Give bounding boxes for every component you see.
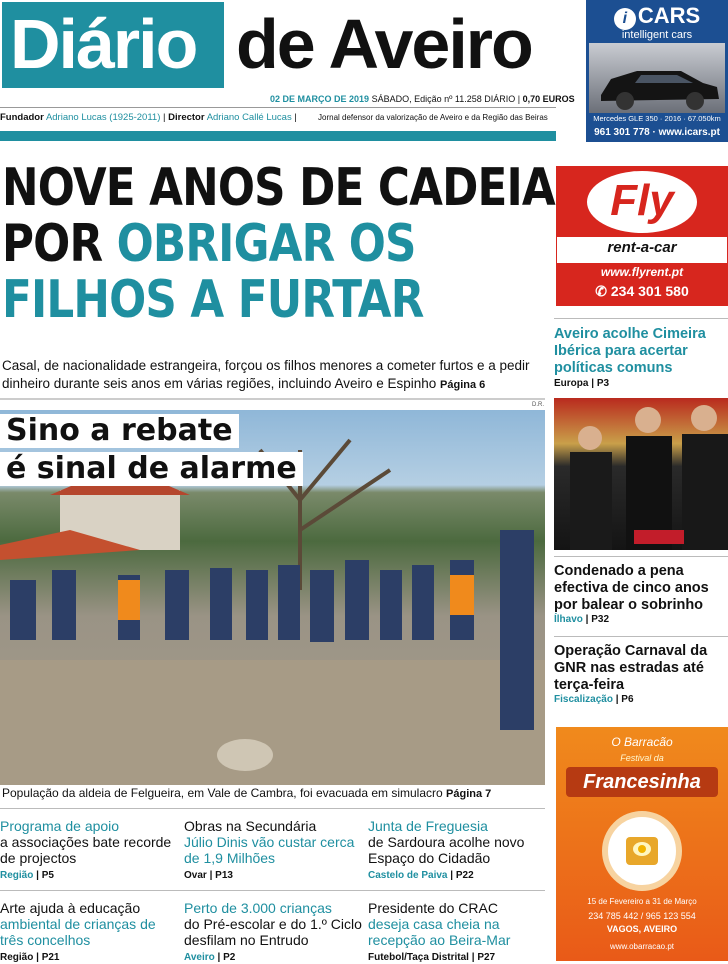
divider	[554, 636, 728, 637]
headline-line3: FILHOS A FURTAR	[2, 270, 424, 330]
tagline: Jornal defensor da valorização de Aveiro e da Região das Beiras	[318, 113, 548, 122]
fly-phone: 234 301 580	[610, 283, 689, 299]
headline-line2-a: POR	[2, 214, 117, 274]
divider	[554, 318, 728, 319]
issue-date: 02 DE MARÇO DE 2019	[270, 94, 370, 104]
story-condenado-title[interactable]: Condenado a pena efectiva de cinco anos por balear o sobrinho	[554, 563, 709, 613]
section-name: Ílhavo	[554, 614, 583, 625]
brief-section: Ovar | P13	[184, 870, 233, 881]
section-name: Ovar	[184, 870, 207, 881]
brief-teal: Junta de Freguesia	[368, 818, 488, 834]
masthead-title-aveiro: de Aveiro	[236, 5, 532, 83]
brief-section: Região | P5	[0, 870, 54, 881]
fly-contact	[557, 263, 727, 305]
story-carnaval-section: Fiscalização | P6	[554, 694, 634, 705]
dateline: 02 DE MARÇO DE 2019 SÁBADO, Edição nº 11.258 DIÁRIO | 0,70 EUROS	[270, 94, 575, 104]
headline-line2	[2, 216, 460, 272]
fran-phone: 234 785 442 / 965 123 554	[588, 911, 696, 921]
headline-line2-b: OBRIGAR OS	[116, 214, 416, 274]
founder-label: Fundador	[0, 112, 44, 123]
icars-contact: 961 301 778 · www.icars.pt	[594, 127, 720, 138]
fly-rent-ad[interactable]	[556, 166, 728, 306]
icars-i-icon: i	[614, 8, 636, 30]
photo-title-line1[interactable]: Sino a rebate	[0, 414, 239, 448]
section-page: P6	[621, 694, 634, 705]
fly-phone-line	[557, 283, 727, 300]
fran-location: VAGOS, AVEIRO	[606, 924, 678, 934]
section-name: Região	[0, 952, 34, 963]
fran-brand: O Barracão	[611, 735, 673, 749]
fran-dates: 15 de Fevereiro a 31 de Março	[587, 897, 697, 906]
masthead-title-diario: Diário	[10, 5, 197, 83]
phone-icon: ✆	[595, 283, 611, 299]
section-page: P13	[215, 870, 233, 881]
staff-line: Fundador Adriano Lucas (1925-2011) | Director Adriano Callé Lucas |	[0, 112, 297, 123]
brief-section: Castelo de Paiva | P22	[368, 870, 474, 881]
brief-teal: ambiental de crianças de três concelhos	[0, 916, 156, 948]
brief-text: a associações bate recorde de projectos	[0, 834, 172, 866]
caption-page: Página 7	[446, 788, 492, 800]
brief-text: do Pré-escolar e do 1.º Ciclo desfilam no Entrudo	[184, 916, 362, 948]
founder-name: Adriano Lucas (1925-2011)	[45, 112, 161, 123]
brief-section: Região | P21	[0, 952, 60, 963]
section-page: P27	[477, 952, 496, 963]
fly-tagline: rent-a-car	[607, 239, 677, 256]
headline-lead	[2, 357, 547, 394]
car-icon	[589, 43, 725, 113]
lead-text: Casal, de nacionalidade estrangeira, forçou os filhos menores a cometer furtos e a pedir dinheiro durante seis anos em várias regiões, incluindo Aveiro e Espinho	[2, 358, 530, 391]
divider	[0, 398, 545, 400]
brief-text: Obras na Secundária	[184, 818, 317, 834]
photo-caption	[2, 786, 491, 800]
section-name: Fiscalização	[554, 694, 613, 705]
brief-5[interactable]	[184, 900, 362, 964]
price: 0,70 EUROS	[522, 94, 575, 104]
director-label: Director	[168, 112, 205, 123]
edition-info: SÁBADO, Edição nº 11.258 DIÁRIO	[371, 94, 516, 104]
divider	[0, 107, 556, 108]
story-cimeira-section: Europa | P3	[554, 378, 610, 389]
plate-icon	[602, 811, 682, 891]
brief-text: Presidente do CRAC	[368, 900, 498, 916]
car-image	[589, 43, 725, 113]
icars-subtitle: intelligent cars	[621, 29, 693, 41]
summit-photo[interactable]	[554, 398, 728, 550]
brief-teal: Júlio Dinis vão custar cerca de 1,9 Milhões	[184, 834, 355, 866]
section-page: P21	[41, 952, 60, 963]
icars-logo-text: CARS	[637, 3, 701, 28]
photo-title-line2[interactable]: é sinal de alarme	[0, 452, 303, 486]
brief-text: Arte ajuda à educação	[0, 900, 141, 916]
section-page: P5	[41, 870, 54, 881]
section-page: P22	[455, 870, 474, 881]
section-name: Castelo de Paiva	[368, 870, 448, 881]
fly-logo: Fly	[587, 171, 697, 233]
story-carnaval-title[interactable]: Operação Carnaval da GNR nas estradas até terça-feira	[554, 643, 708, 693]
divider	[554, 556, 728, 557]
lead-page: Página 6	[440, 379, 486, 391]
francesinha-ad[interactable]	[556, 727, 728, 961]
section-name: Futebol/Taça Distrital	[368, 952, 469, 963]
brief-section: Aveiro | P2	[184, 952, 236, 963]
story-condenado-section: Ílhavo | P32	[554, 614, 610, 625]
brief-teal: deseja casa cheia na recepção ao Beira-Mar	[368, 916, 511, 948]
section-page: P3	[596, 378, 610, 389]
icars-logo	[587, 3, 727, 30]
story-cimeira-title[interactable]: Aveiro acolhe Cimeira Ibérica para acertar políticas comuns	[554, 326, 706, 376]
divider	[0, 890, 545, 891]
main-headline[interactable]	[2, 158, 555, 330]
brief-section: Futebol/Taça Distrital | P27	[368, 952, 496, 963]
brief-4[interactable]	[0, 900, 178, 964]
brief-1[interactable]	[0, 818, 178, 884]
brief-teal: Programa de apoio	[0, 818, 120, 834]
fran-festival: Festival da	[620, 753, 664, 763]
divider	[0, 808, 545, 809]
section-name: Aveiro	[184, 952, 215, 963]
brief-teal: Perto de 3.000 crianças	[184, 900, 332, 916]
summit-scene-icon	[554, 398, 728, 550]
icars-model: Mercedes GLE 350 · 2016 · 67.050km	[589, 114, 725, 123]
brief-3[interactable]	[368, 818, 546, 884]
director-name: Adriano Callé Lucas	[206, 112, 292, 123]
fly-url: www.flyrent.pt	[600, 265, 684, 279]
section-page: P32	[591, 614, 610, 625]
fly-ad-top	[557, 167, 727, 237]
francesinha-dish-icon	[608, 817, 676, 885]
brief-6[interactable]	[368, 900, 546, 964]
section-name: Europa	[554, 378, 589, 389]
brief-text: de Sardoura acolhe novo Espaço do Cidadão	[368, 834, 525, 866]
section-name: Região	[0, 870, 34, 881]
icars-ad[interactable]	[586, 0, 728, 142]
caption-text: População da aldeia de Felgueira, em Vale de Cambra, foi evacuada em simulacro	[2, 786, 443, 800]
brief-2[interactable]	[184, 818, 362, 884]
fran-url: www.obarracao.pt	[609, 942, 675, 951]
masthead-bar	[0, 131, 556, 141]
fran-title: Francesinha	[566, 767, 718, 797]
headline-line1: NOVE ANOS DE CADEIA	[2, 158, 555, 218]
section-page: P2	[223, 952, 236, 963]
photo-credit: D.R.	[532, 402, 544, 408]
